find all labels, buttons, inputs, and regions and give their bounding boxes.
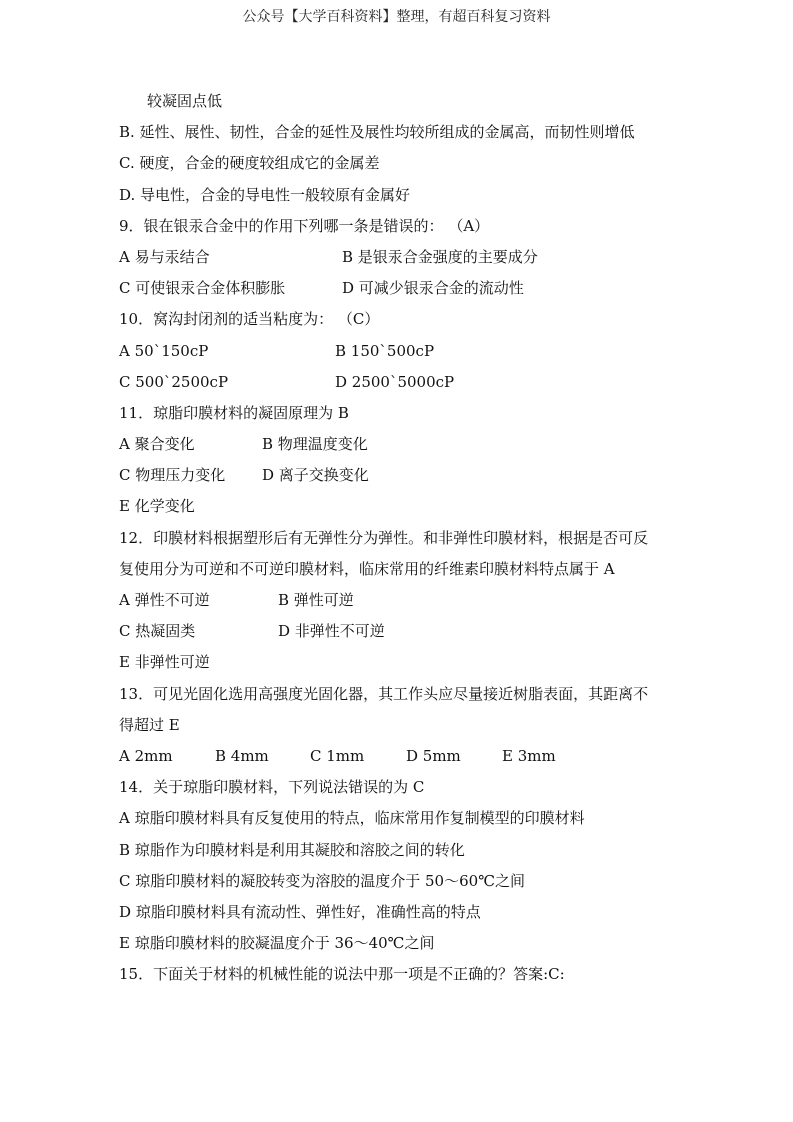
- question-12: 12．印膜材料根据塑形后有无弹性分为弹性。和非弹性印膜材料，根据是否可反: [119, 528, 649, 547]
- option-line: D. 导电性，合金的导电性一般较原有金属好: [119, 185, 411, 204]
- option-a: A 弹性不可逆: [119, 591, 210, 609]
- option-c: C 热凝固类: [119, 622, 196, 641]
- question-14: 14．关于琼脂印膜材料，下列说法错误的为 C: [119, 778, 425, 797]
- option-c: C 500`2500cP: [119, 372, 229, 391]
- option-line: B. 延性、展性、韧性，合金的延性及展性均较所组成的金属高，而韧性则增低: [119, 123, 635, 142]
- document-body: [119, 86, 679, 990]
- option-e: E 非弹性可逆: [119, 653, 210, 672]
- options-row: [119, 741, 679, 772]
- options-row: [119, 273, 679, 304]
- option-e: E 化学变化: [119, 497, 195, 516]
- options-row: [119, 460, 679, 491]
- option-c: C 物理压力变化: [119, 466, 226, 485]
- option-line: C. 硬度，合金的硬度较组成它的金属差: [119, 154, 380, 173]
- option-a: A 聚合变化: [119, 435, 195, 454]
- options-row: [119, 367, 679, 398]
- option-b: B 弹性可逆: [278, 591, 354, 609]
- option-e: E 琼脂印膜材料的胶凝温度介于 36～40℃之间: [119, 934, 435, 953]
- option-b: B 150`500cP: [335, 341, 435, 360]
- option-d: D 2500`5000cP: [335, 372, 455, 391]
- option-b: B 4mm: [215, 746, 269, 765]
- option-b: B 是银汞合金强度的主要成分: [342, 247, 538, 266]
- option-a: A 易与汞结合: [119, 247, 210, 266]
- question-9: 9．银在银汞合金中的作用下列哪一条是错误的： （A）: [119, 216, 490, 235]
- option-d: D 可减少银汞合金的流动性: [342, 279, 524, 298]
- option-a: A 2mm: [119, 746, 173, 765]
- question-11: 11．琼脂印膜材料的凝固原理为 B: [119, 403, 349, 422]
- option-d: D 5mm: [406, 746, 461, 765]
- options-row: [119, 336, 679, 367]
- options-row: [119, 616, 679, 647]
- option-a: A 50`150cP: [119, 341, 209, 360]
- question-12-cont: 复使用分为可逆和不可逆印膜材料，临床常用的纤维素印膜材料特点属于 A: [119, 559, 615, 578]
- option-d: D 非弹性不可逆: [278, 622, 385, 641]
- option-d: D 琼脂印膜材料具有流动性、弹性好，准确性高的特点: [119, 902, 481, 921]
- option-b: B 物理温度变化: [262, 435, 368, 454]
- text-line: 较凝固点低: [147, 92, 223, 110]
- option-e: E 3mm: [502, 746, 556, 765]
- question-13-cont: 得超过 E: [119, 715, 180, 734]
- options-row: [119, 242, 679, 273]
- option-c: C 可使银汞合金体积膨胀: [119, 279, 286, 298]
- options-row: [119, 429, 679, 460]
- question-15: 15．下面关于材料的机械性能的说法中那一项是不正确的？答案:C:: [119, 965, 565, 984]
- option-c: C 1mm: [310, 746, 365, 765]
- question-13: 13．可见光固化选用高强度光固化器，其工作头应尽量接近树脂表面，其距离不: [119, 684, 649, 703]
- option-c: C 琼脂印膜材料的凝胶转变为溶胶的温度介于 50～60℃之间: [119, 871, 525, 890]
- page-header: 公众号【大学百科资料】整理，有超百科复习资料: [242, 9, 551, 25]
- options-row: [119, 585, 679, 616]
- option-b: B 琼脂作为印膜材料是利用其凝胶和溶胶之间的转化: [119, 840, 465, 859]
- option-d: D 离子交换变化: [262, 466, 369, 485]
- question-10: 10．窝沟封闭剂的适当粘度为： （C）: [119, 310, 380, 329]
- option-a: A 琼脂印膜材料具有反复使用的特点，临床常用作复制模型的印膜材料: [119, 809, 585, 828]
